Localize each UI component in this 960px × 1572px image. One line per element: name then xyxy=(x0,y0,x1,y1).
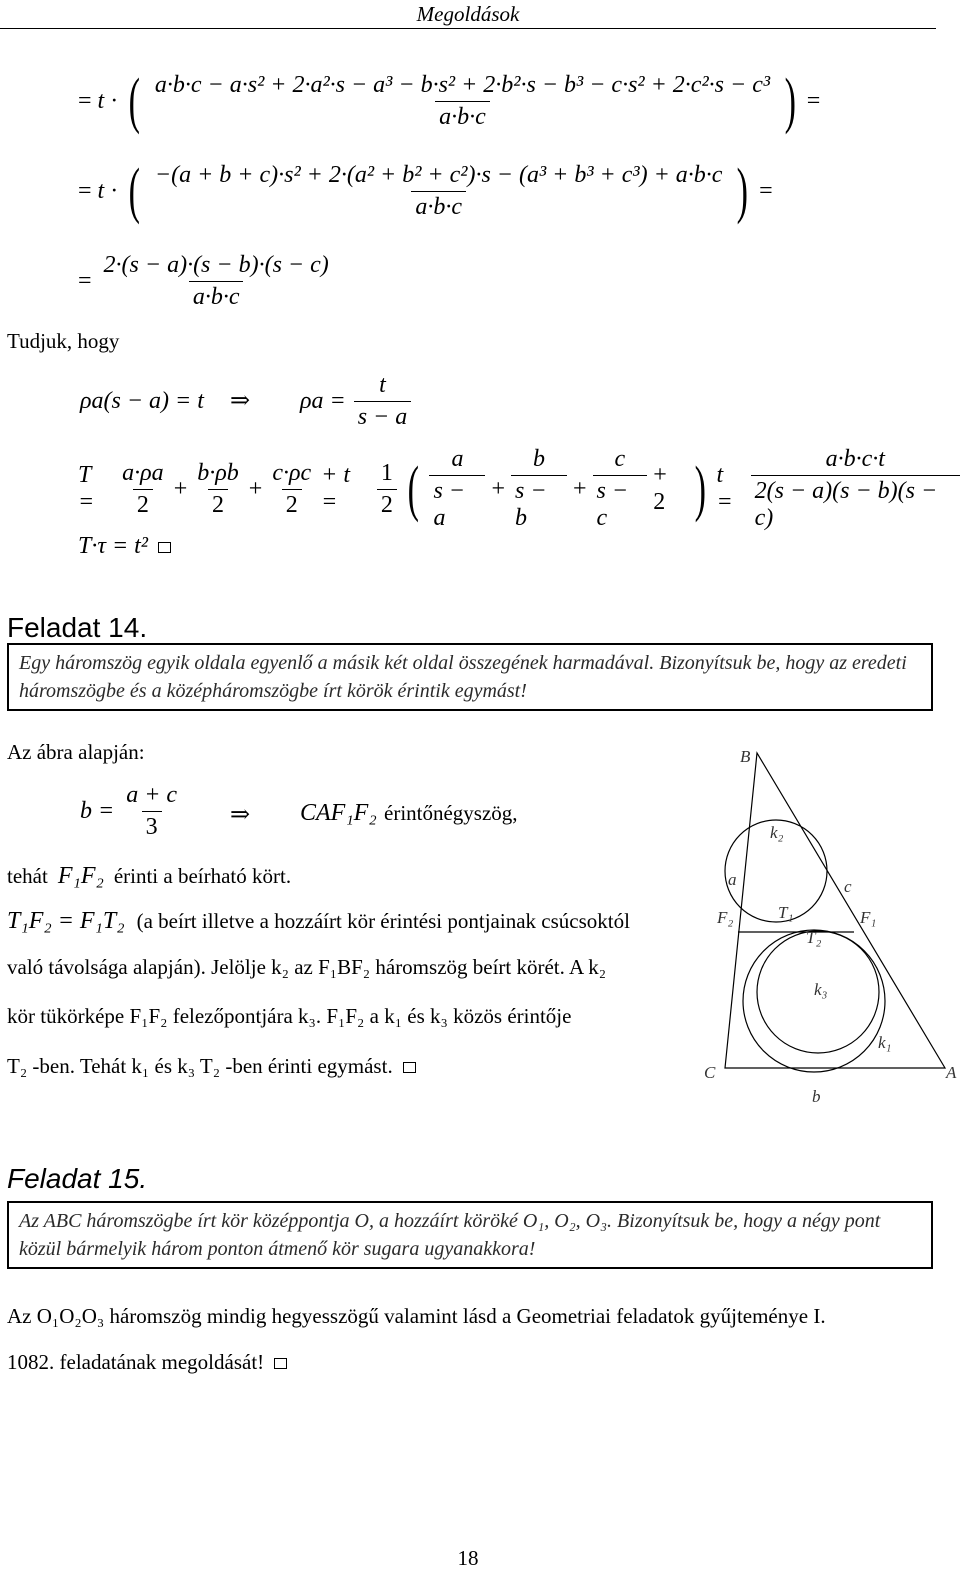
caf-expression: CAF₁F₂ xyxy=(300,800,377,826)
T-frac1-num: a·ρa xyxy=(122,459,164,486)
label-T1: T₁ xyxy=(778,903,794,922)
final-equation xyxy=(78,533,171,560)
task15-statement-box xyxy=(7,1201,933,1269)
text-tudjuk: Tudjuk, hogy xyxy=(7,329,120,353)
label-F2: F₂ xyxy=(717,908,734,927)
task14-paragraph-4 xyxy=(7,1056,416,1077)
task15-paragraph-2 xyxy=(7,1352,287,1373)
T-frac2-den: 2 xyxy=(208,489,228,519)
qed-square-icon xyxy=(274,1358,287,1369)
T-plus-t: + t = xyxy=(321,462,351,515)
task15-statement: Az ABC háromszögbe írt kör középpontja O, a hozzáírt köröké O₁, O₂, O₃. Bizonyítsuk be, hogy a négy pont közül bármelyik három ponton átmenő kör sugara ugyanakkora! xyxy=(19,1210,881,1260)
task15-paragraph-1: Az O₁O₂O₃ háromszög mindig hegyesszögű valamint lásd a Geometriai feladatok gyűjteménye I. xyxy=(7,1304,826,1328)
T-g2-den: s − b xyxy=(511,475,567,532)
T-g2-num: b xyxy=(532,446,545,472)
task15-paragraph-2-text: 1082. feladatának megoldását! xyxy=(7,1350,265,1374)
task14-statement-box xyxy=(7,643,933,711)
label-k2: k₂ xyxy=(770,823,784,842)
T-g3-num: c xyxy=(614,446,626,472)
task14-paragraph-2: való távolsága alapján). Jelölje k₂ az F₁BF₂ háromszög beírt körét. A k₂ xyxy=(7,955,607,979)
qed-square-icon xyxy=(158,542,171,553)
implies-symbol-2: ⇒ xyxy=(230,802,251,828)
eq2-numerator: −(a + b + c)·s² + 2·(a² + b² + c²)·s − (a³ + b³ + c³) + a·b·c xyxy=(154,161,723,188)
T-frac3-num: c·ρc xyxy=(272,459,312,486)
label-B: B xyxy=(740,747,751,766)
T-frac1-den: 2 xyxy=(133,489,153,519)
label-k3: k₃ xyxy=(814,980,828,999)
T-half-num: 1 xyxy=(380,459,393,486)
T-frac3-den: 2 xyxy=(282,489,302,519)
T-t-eq: t = xyxy=(716,462,733,515)
eq1-numerator: a·b·c − a·s² + 2·a²·s − a³ − b·s² + 2·b²·s − b³ − c·s² + 2·c²·s − c³ xyxy=(154,71,771,98)
task14-intro: Az ábra alapján: xyxy=(7,740,145,764)
task14-paragraph-4-text: T₂ -ben. Tehát k₁ és k₃ T₂ -ben érinti egymást. xyxy=(7,1054,393,1078)
page-number: 18 xyxy=(457,1546,479,1570)
task15-heading: Feladat 15. xyxy=(7,1163,148,1194)
T-g3-den: s − c xyxy=(593,475,648,532)
label-a: a xyxy=(728,870,737,889)
b-den: 3 xyxy=(142,811,162,841)
final-equation-text: T·τ = t² xyxy=(78,533,148,559)
rho-right-den: s − a xyxy=(354,401,412,431)
T-g1-num: a xyxy=(451,446,464,472)
label-c: c xyxy=(844,877,852,896)
tehat-rest: érinti a beírható kört. xyxy=(113,864,292,888)
b-num: a + c xyxy=(126,782,178,808)
tangent-equality-line xyxy=(7,909,630,933)
label-T2: T₂ xyxy=(806,928,822,947)
T-result-num: a·b·c·t xyxy=(825,446,885,472)
eq1-denominator: a·b·c xyxy=(435,101,490,131)
equation-row-3: = $\frac{2\cdot(s - a)\cdot(s - b)\cdot(s - c)}{a\cdot b\cdot c}$ xyxy=(78,252,333,311)
tehat-math: F₁F₂ xyxy=(57,863,104,889)
triangle-CBA xyxy=(725,753,945,1068)
T-result-den: 2(s − a)(s − b)(s − c) xyxy=(751,475,960,532)
qed-square-icon xyxy=(403,1062,416,1073)
tehat-word: tehát xyxy=(7,864,48,888)
label-k1: k₁ xyxy=(878,1033,892,1052)
rho-right-num: t xyxy=(379,372,386,398)
equation-row-1: = t · ( a·b·c − a·s² + 2·a²·s − a³ − b·s² + 2·b²·s − b³ − c·s² + 2·c²·s − c³ a·b·c ) = xyxy=(78,67,821,135)
triangle-figure xyxy=(690,740,960,1110)
b-lhs: b = xyxy=(80,798,115,824)
tangent-equality-text: (a beírt illetve a hozzáírt kör érintési pontjainak csúcsoktól xyxy=(136,909,630,933)
label-b: b xyxy=(812,1087,821,1106)
tangent-equality-math: T₁F₂ = F₁T₂ xyxy=(7,908,125,934)
T-g1-den: s − a xyxy=(429,475,485,532)
rho-right-lhs: ρa = xyxy=(300,388,346,414)
header-rule xyxy=(0,28,936,29)
task14-statement: Egy háromszög egyik oldala egyenlő a másik két oldal összegének harmadával. Bizonyítsuk be, hogy az eredeti háromszögbe és a középháromszögbe írt körök érintik egymást! xyxy=(19,652,907,702)
eq3-numerator: 2·(s − a)·(s − b)·(s − c) xyxy=(103,252,329,278)
label-C: C xyxy=(704,1063,716,1082)
task14-paragraph-3: kör tükörképe F₁F₂ felezőpontjára k₃. F₁F₂ a k₁ és k₃ közös érintője xyxy=(7,1004,572,1028)
eq2-denominator: a·b·c xyxy=(411,191,466,221)
T-half-den: 2 xyxy=(377,489,397,519)
eq3-denominator: a·b·c xyxy=(189,281,244,311)
label-F1: F₁ xyxy=(860,908,877,927)
rho-equation-right xyxy=(300,372,411,431)
b-equation xyxy=(80,782,181,841)
T-equation: T = $\frac{a\cdot\rho a}{2}$ + $\frac{b\cdot\rho b}{2}$ + $\frac{c\cdot\rho c}{2}$ + t = $\frac{1}{2}$ ( $\frac{a}{s - a}$ + $\frac{b}{s - b}$ + $\frac{c}{s - c}$ + 2 ) t = $\frac{a\cdot b\cdot c\cdot t}{2(s - a)(s - b)(s - c)}$ xyxy=(78,446,960,532)
implies-symbol-1: ⇒ xyxy=(230,388,251,414)
label-A: A xyxy=(946,1063,957,1082)
T-plus2: + 2 xyxy=(653,462,667,515)
tehat-line xyxy=(7,864,291,888)
page-header-title: Megoldások xyxy=(416,2,520,26)
rho-equation-left: ρa(s − a) = t xyxy=(80,388,204,414)
T-frac2-num: b·ρb xyxy=(197,459,239,486)
caf-text: érintőnégyszög, xyxy=(384,801,518,825)
T-lhs: T = xyxy=(78,462,95,515)
task14-heading: Feladat 14. xyxy=(7,612,148,643)
equation-row-2: = t · ( −(a + b + c)·s² + 2·(a² + b² + c²)·s − (a³ + b³ + c³) + a·b·c a·b·c ) = xyxy=(78,157,773,225)
